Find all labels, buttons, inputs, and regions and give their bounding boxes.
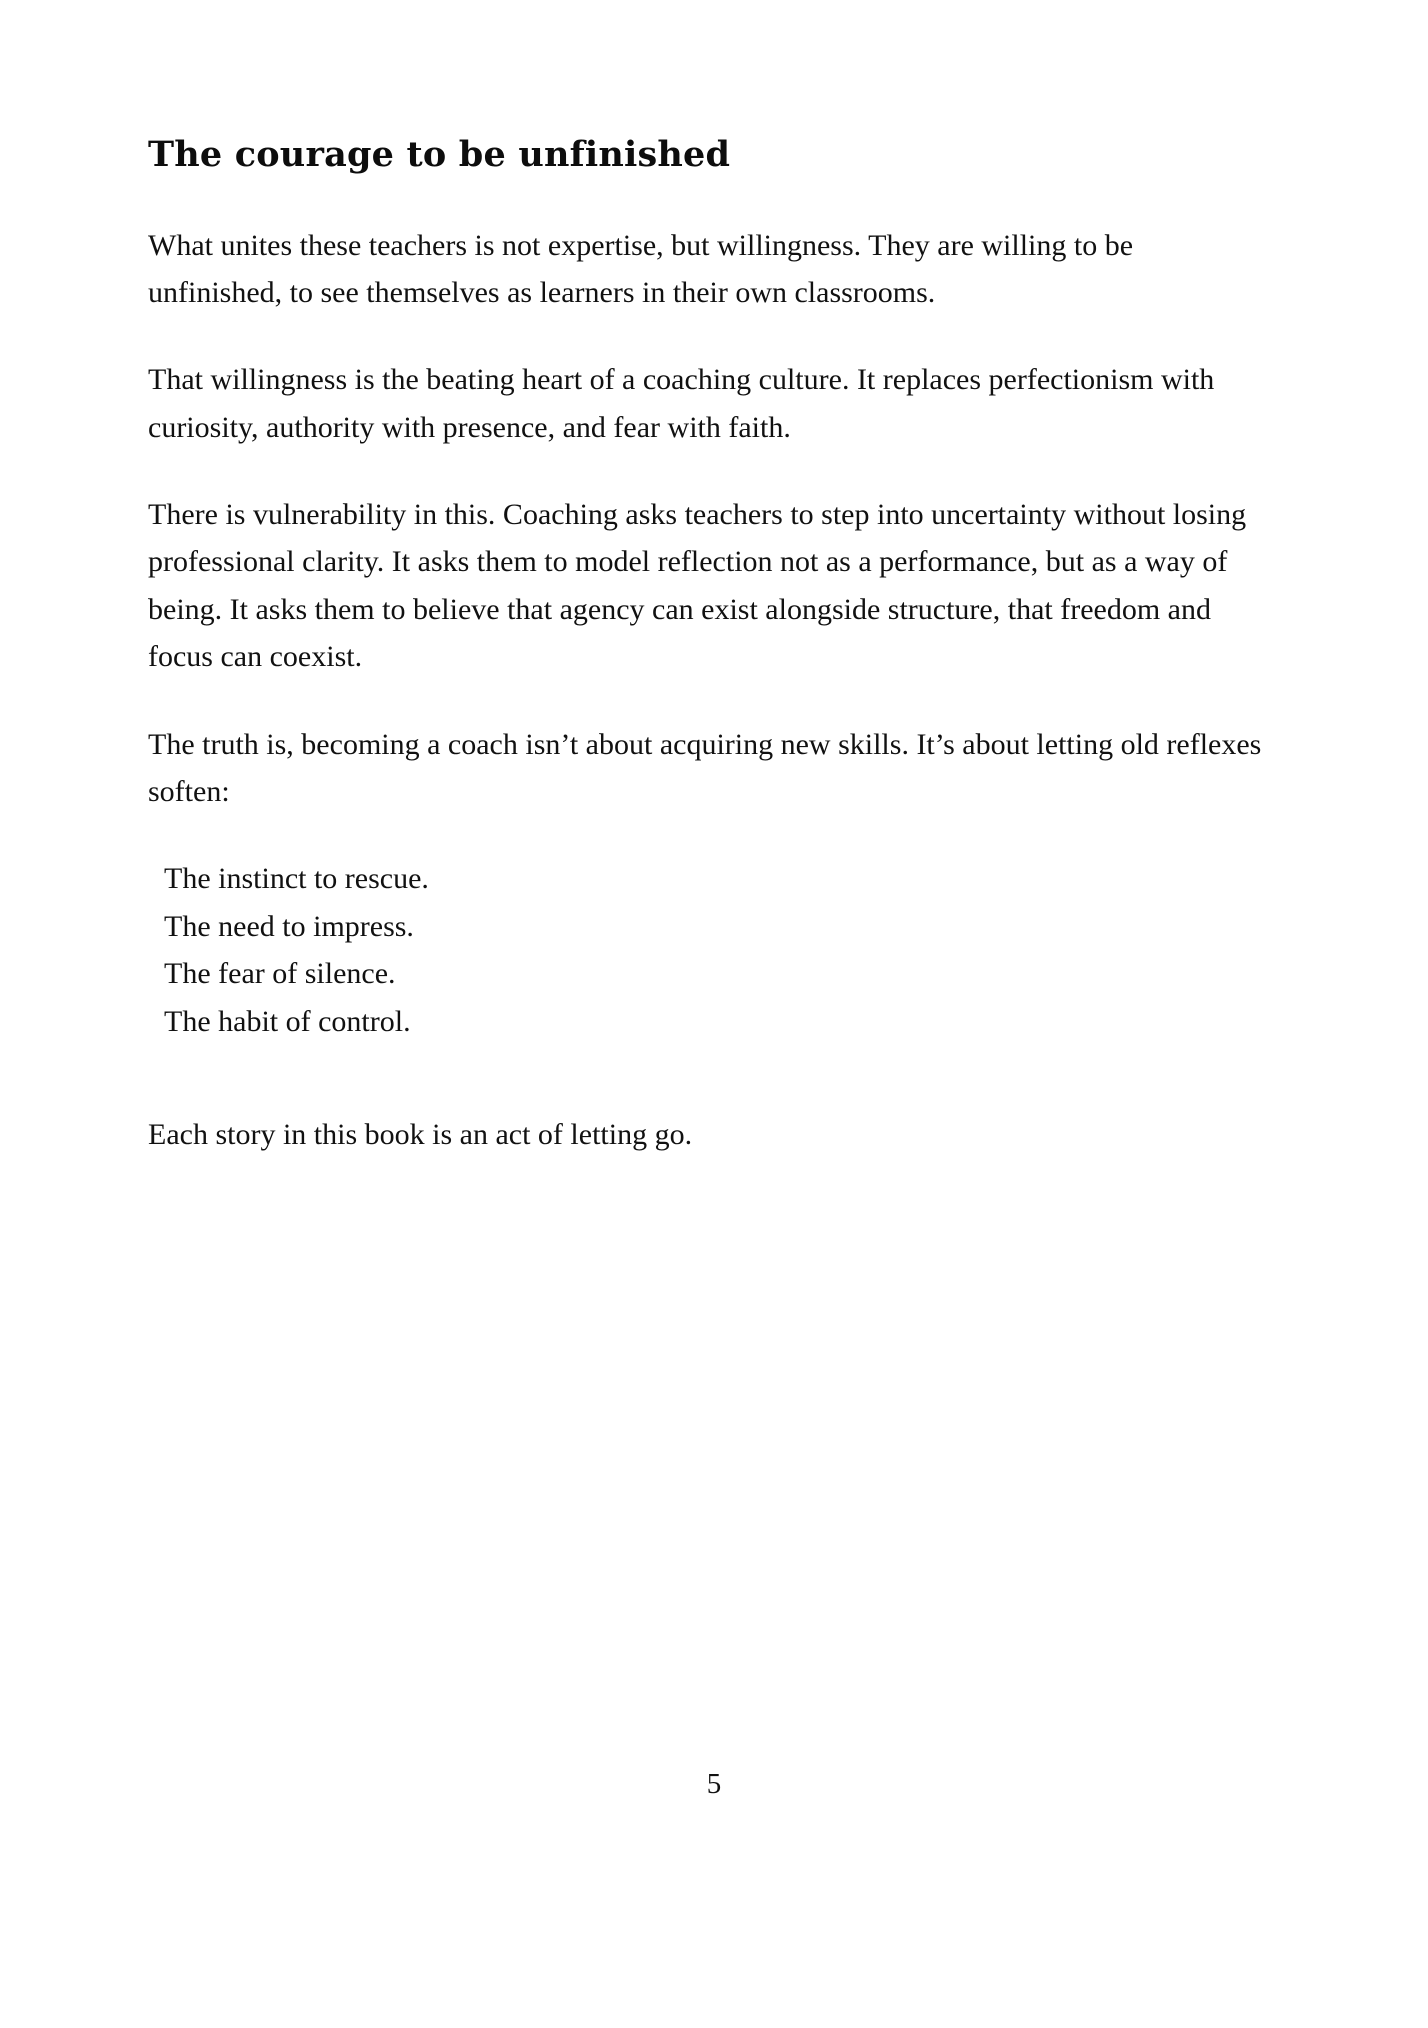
closing-paragraph: Each story in this book is an act of letting go. — [148, 1117, 693, 1151]
reflex-list — [148, 855, 1268, 1045]
page-number: 5 — [706, 1768, 722, 1800]
body-paragraph-4: The truth is, becoming a coach isn’t about acquiring new skills. It’s about letting old reflexes soften: — [148, 727, 1262, 809]
body-paragraph-1: What unites these teachers is not expertise, but willingness. They are willing to be unfinished, to see themselves as learners in their own classrooms. — [148, 228, 1134, 309]
section-spacer — [148, 1045, 1268, 1111]
page-title: The courage to be unfinished — [148, 134, 731, 175]
page-content — [148, 132, 1268, 1158]
list-item: The need to impress. — [164, 909, 414, 943]
list-item: The habit of control. — [164, 1004, 411, 1038]
body-paragraph-2: That willingness is the beating heart of a coaching culture. It replaces perfectionism with curiosity, authority with presence, and fear with faith. — [148, 363, 1215, 444]
body-paragraph-3: There is vulnerability in this. Coaching asks teachers to step into uncertainty without losing professional clarity. It asks them to model reflection not as a performance, but as a way of being. It asks them to believe that agency can exist alongside structure, that freedom and focus can coexist. — [148, 498, 1247, 674]
list-item: The instinct to rescue. — [164, 862, 429, 896]
list-item: The fear of silence. — [164, 957, 396, 991]
